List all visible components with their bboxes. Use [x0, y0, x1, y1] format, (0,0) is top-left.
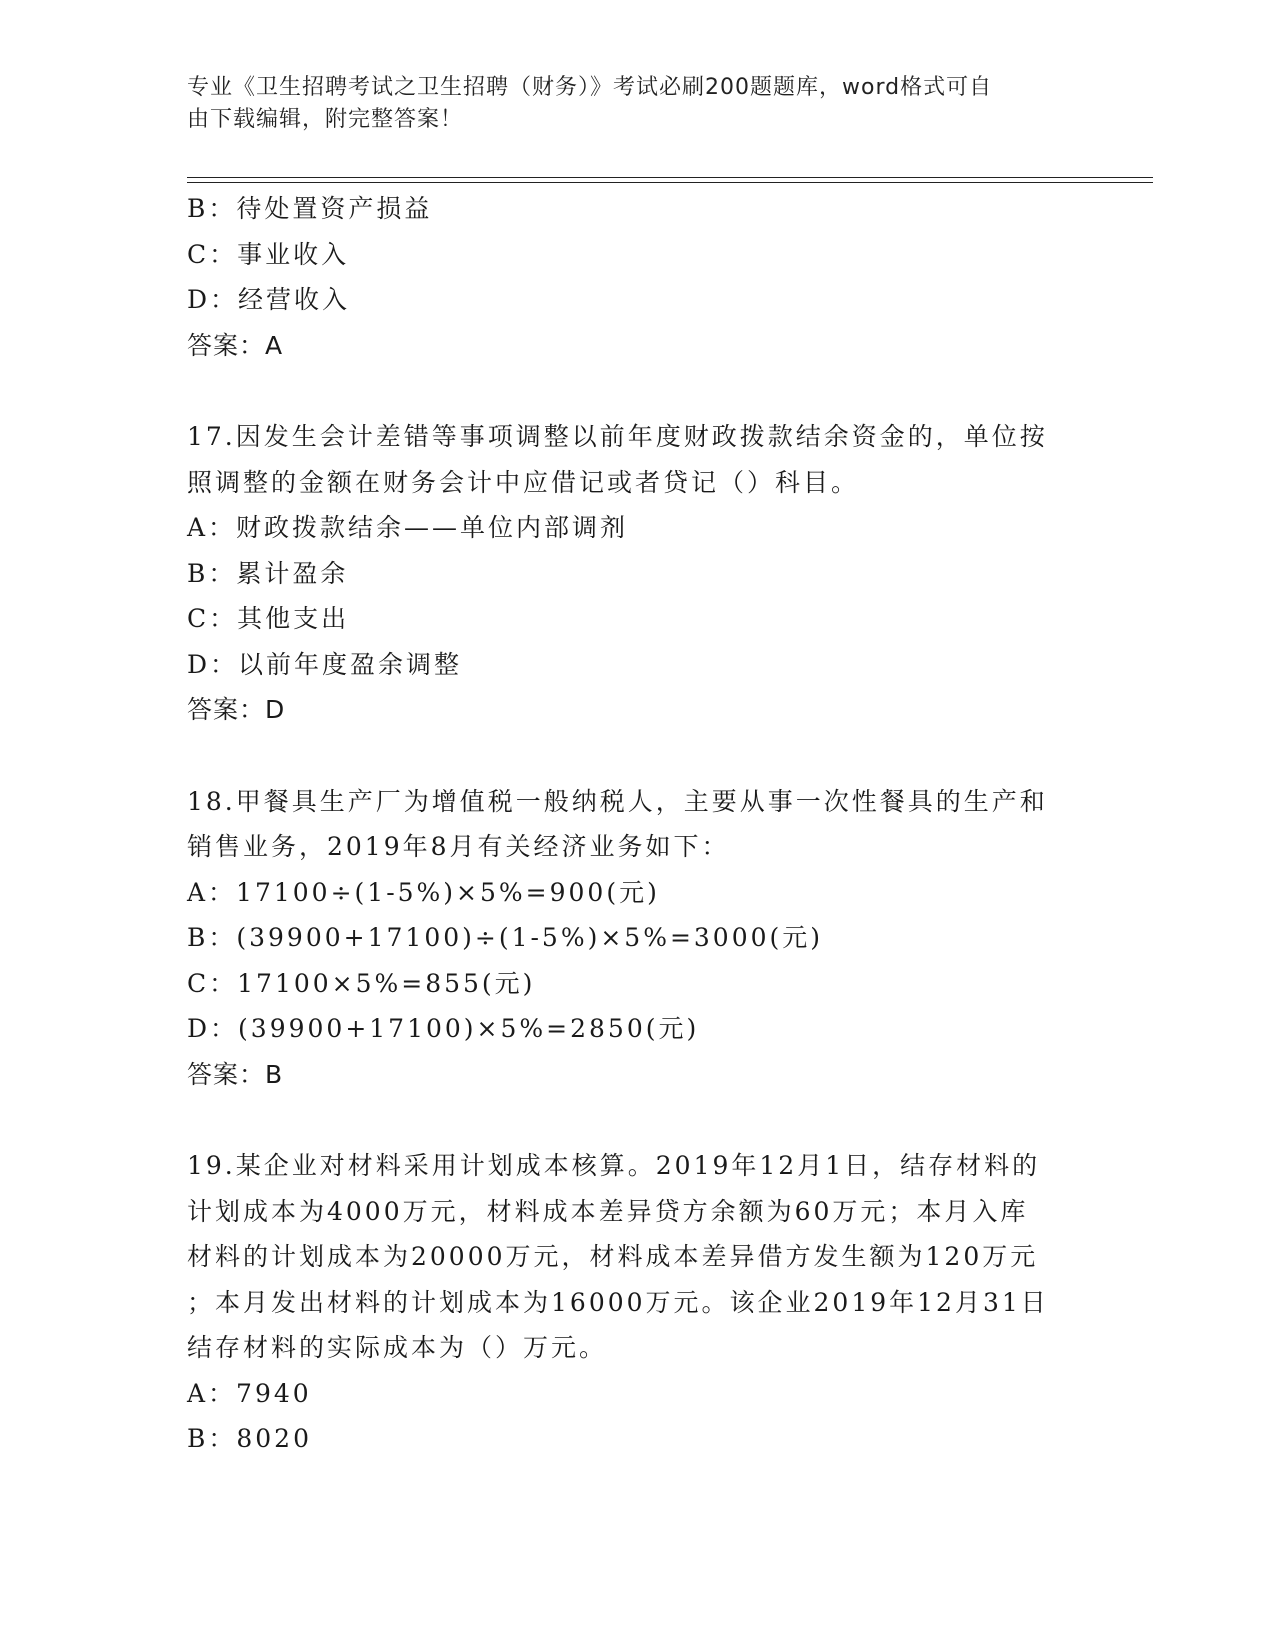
header-line-1: 专业《卫生招聘考试之卫生招聘（财务）》考试必刷200题题库，word格式可自: [187, 75, 993, 100]
q16-option-c: C：事业收入: [187, 239, 350, 269]
q19-option-b: B：8020: [187, 1424, 312, 1453]
q19-stem-line-1: 19.某企业对材料采用计划成本核算。2019年12月1日，结存材料的: [187, 1151, 1041, 1180]
q17-stem-line-1: 17.因发生会计差错等事项调整以前年度财政拨款结余资金的，单位按: [187, 422, 1048, 451]
q17-answer: 答案：D: [187, 695, 286, 724]
document-header: [187, 72, 1067, 136]
question-17: [187, 414, 1087, 733]
header-line-2: 由下载编辑，附完整答案！: [187, 107, 464, 132]
q17-option-d: D：以前年度盈余调整: [187, 649, 463, 679]
q19-stem-line-5: 结存材料的实际成本为（）万元。: [187, 1333, 608, 1362]
document-body: [187, 186, 1087, 1462]
q18-option-a: A：17100÷(1-5%)×5%=900(元): [187, 877, 660, 907]
q19-stem-line-2: 计划成本为4000万元，材料成本差异贷方余额为60万元；本月入库: [187, 1196, 1029, 1226]
q19-stem-line-4: ；本月发出材料的计划成本为16000万元。该企业2019年12月31日: [187, 1287, 1049, 1317]
q18-option-d: D：(39900+17100)×5%=2850(元): [187, 1014, 700, 1043]
q18-stem-line-2: 销售业务，2019年8月有关经济业务如下：: [187, 832, 730, 861]
q19-stem-line-3: 材料的计划成本为20000万元，材料成本差异借方发生额为120万元: [187, 1242, 1039, 1271]
q17-stem-line-2: 照调整的金额在财务会计中应借记或者贷记（）科目。: [187, 467, 860, 497]
q16-answer: 答案：A: [187, 330, 284, 360]
q19-option-a: A：7940: [187, 1378, 312, 1408]
q17-option-a: A：财政拨款结余——单位内部调剂: [187, 513, 629, 542]
q18-option-c: C：17100×5%=855(元): [187, 968, 536, 998]
header-divider-top: [187, 177, 1153, 178]
question-19: [187, 1143, 1087, 1462]
q16-option-b: B：待处置资产损益: [187, 194, 433, 223]
q17-option-b: B：累计盈余: [187, 558, 349, 588]
question-18: [187, 779, 1087, 1098]
question-16-tail: [187, 186, 1087, 368]
q18-answer: 答案：B: [187, 1059, 284, 1089]
q18-stem-line-1: 18.甲餐具生产厂为增值税一般纳税人，主要从事一次性餐具的生产和: [187, 786, 1048, 816]
header-divider-bottom: [187, 182, 1153, 183]
q17-option-c: C：其他支出: [187, 604, 350, 633]
q18-option-b: B：(39900+17100)÷(1-5%)×5%=3000(元): [187, 923, 824, 952]
q16-option-d: D：经营收入: [187, 285, 351, 314]
